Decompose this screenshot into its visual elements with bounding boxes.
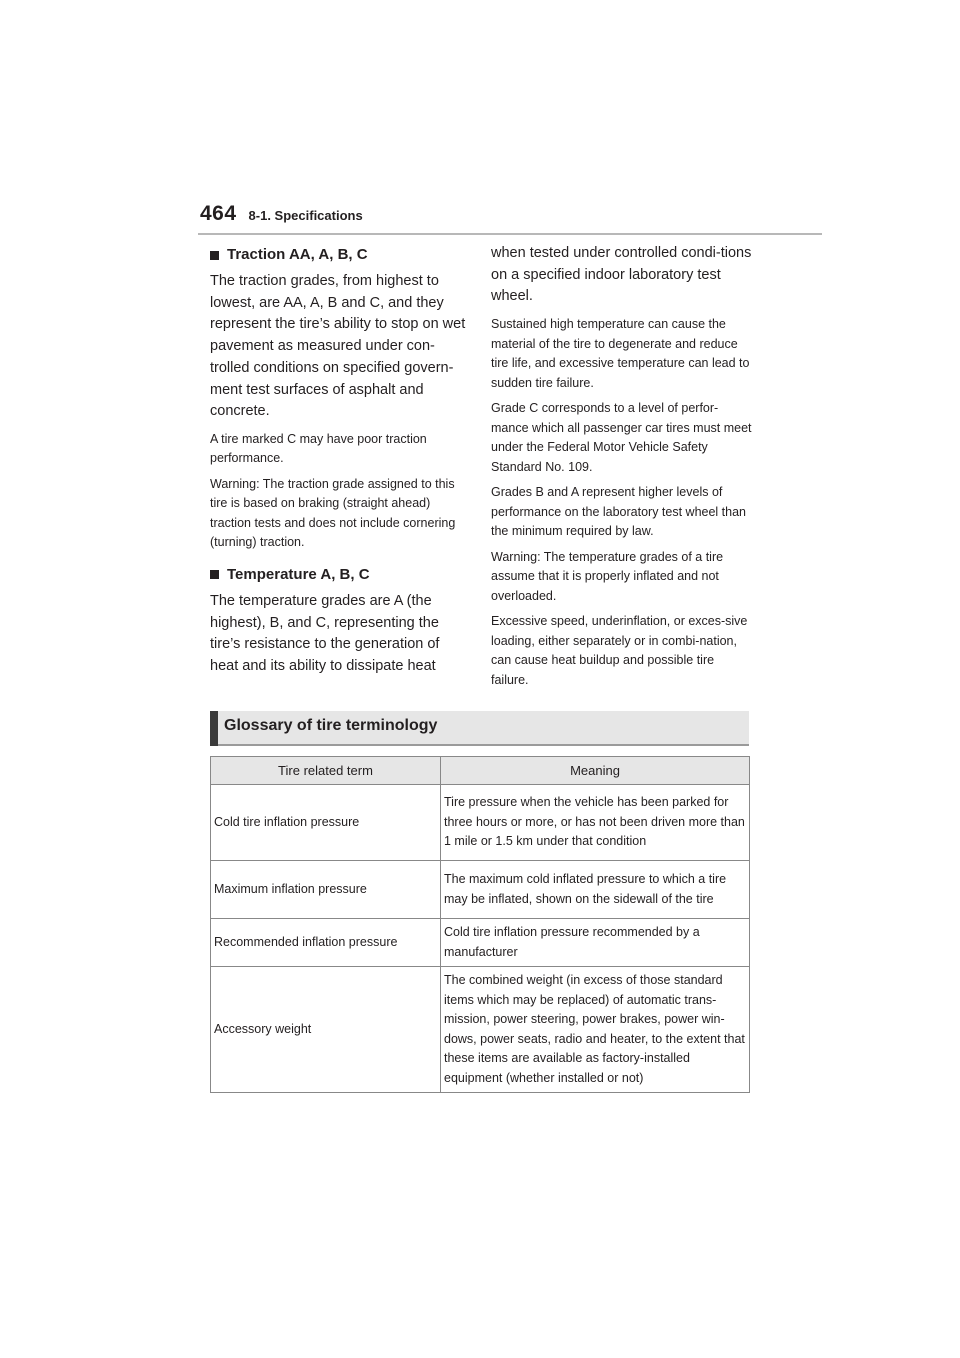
traction-body: The traction grades, from highest to lowest, are AA, A, B and C, and they represent the tire’s ability to stop on wet pavement as measured under con-trolled conditions on specified govern-ment test surfaces of asphalt and concrete. (210, 273, 466, 420)
meaning-cell: The maximum cold inflated pressure to which a tire may be inflated, shown on the sidewall of the tire (441, 861, 750, 919)
table-row (211, 785, 750, 861)
table-header-row (211, 757, 750, 785)
left-column (210, 243, 468, 685)
table-row (211, 861, 750, 919)
square-bullet-icon (210, 570, 219, 579)
temperature-body: The temperature grades are A (the highest), B, and C, representing the tire’s resistance to the generation of heat and its ability to dissipate heat (210, 592, 440, 675)
temperature-heading-text: Temperature A, B, C (227, 565, 370, 583)
header-divider (198, 233, 822, 235)
traction-note-1: A tire marked C may have poor traction performance. (210, 431, 427, 466)
traction-note-2: Warning: The traction grade assigned to this tire is based on braking (straight ahead) traction tests and does not include cornering (turning) traction. (210, 476, 456, 550)
column-header-term: Tire related term (211, 757, 441, 785)
temperature-note-2: Grade C corresponds to a level of perfor-mance which all passenger car tires must meet under the Federal Motor Vehicle Safety Standard No. 109. (491, 401, 752, 474)
traction-heading (210, 245, 468, 265)
right-column (491, 243, 753, 696)
section-label: 8-1. Specifications (248, 208, 363, 223)
meaning-cell: Cold tire inflation pressure recommended by a manufacturer (441, 919, 750, 967)
term-cell: Recommended inflation pressure (211, 919, 441, 967)
table-row (211, 967, 750, 1093)
glossary-heading-bar (210, 711, 749, 746)
square-bullet-icon (210, 251, 219, 260)
temperature-body-continued: when tested under controlled condi-tions on a specified indoor laboratory test wheel. (491, 245, 752, 305)
glossary-table (210, 756, 750, 1093)
temperature-note-5: Excessive speed, underinflation, or exces-sive loading, either separately or in combi-nation, can cause heat buildup and possible tire failure. (491, 614, 748, 687)
meaning-cell: The combined weight (in excess of those standard items which may be replaced) of automatic trans-mission, power steering, power brakes, power win-dows, power seats, radio and heater, to the extent that these items are available as factory-installed equipment (whether installed or not) (441, 967, 750, 1093)
term-cell: Cold tire inflation pressure (211, 785, 441, 861)
term-cell: Accessory weight (211, 967, 441, 1093)
heading-marker (210, 711, 218, 746)
term-cell: Maximum inflation pressure (211, 861, 441, 919)
temperature-note-4: Warning: The temperature grades of a tire assume that it is properly inflated and not overloaded. (491, 549, 724, 603)
meaning-cell: Tire pressure when the vehicle has been parked for three hours or more, or has not been driven more than 1 mile or 1.5 km under that condition (441, 785, 750, 861)
temperature-note-1: Sustained high temperature can cause the material of the tire to degenerate and reduce tire life, and excessive temperature can lead to sudden tire failure. (491, 317, 750, 390)
temperature-note-3: Grades B and A represent higher levels of performance on the laboratory test wheel than the minimum required by law. (491, 485, 747, 539)
page-number: 464 (200, 202, 237, 225)
column-header-meaning: Meaning (441, 757, 750, 785)
temperature-heading (210, 565, 468, 585)
traction-heading-text: Traction AA, A, B, C (227, 246, 368, 263)
page-header (200, 202, 363, 226)
glossary-title: Glossary of tire terminology (224, 717, 438, 734)
table-row (211, 919, 750, 967)
